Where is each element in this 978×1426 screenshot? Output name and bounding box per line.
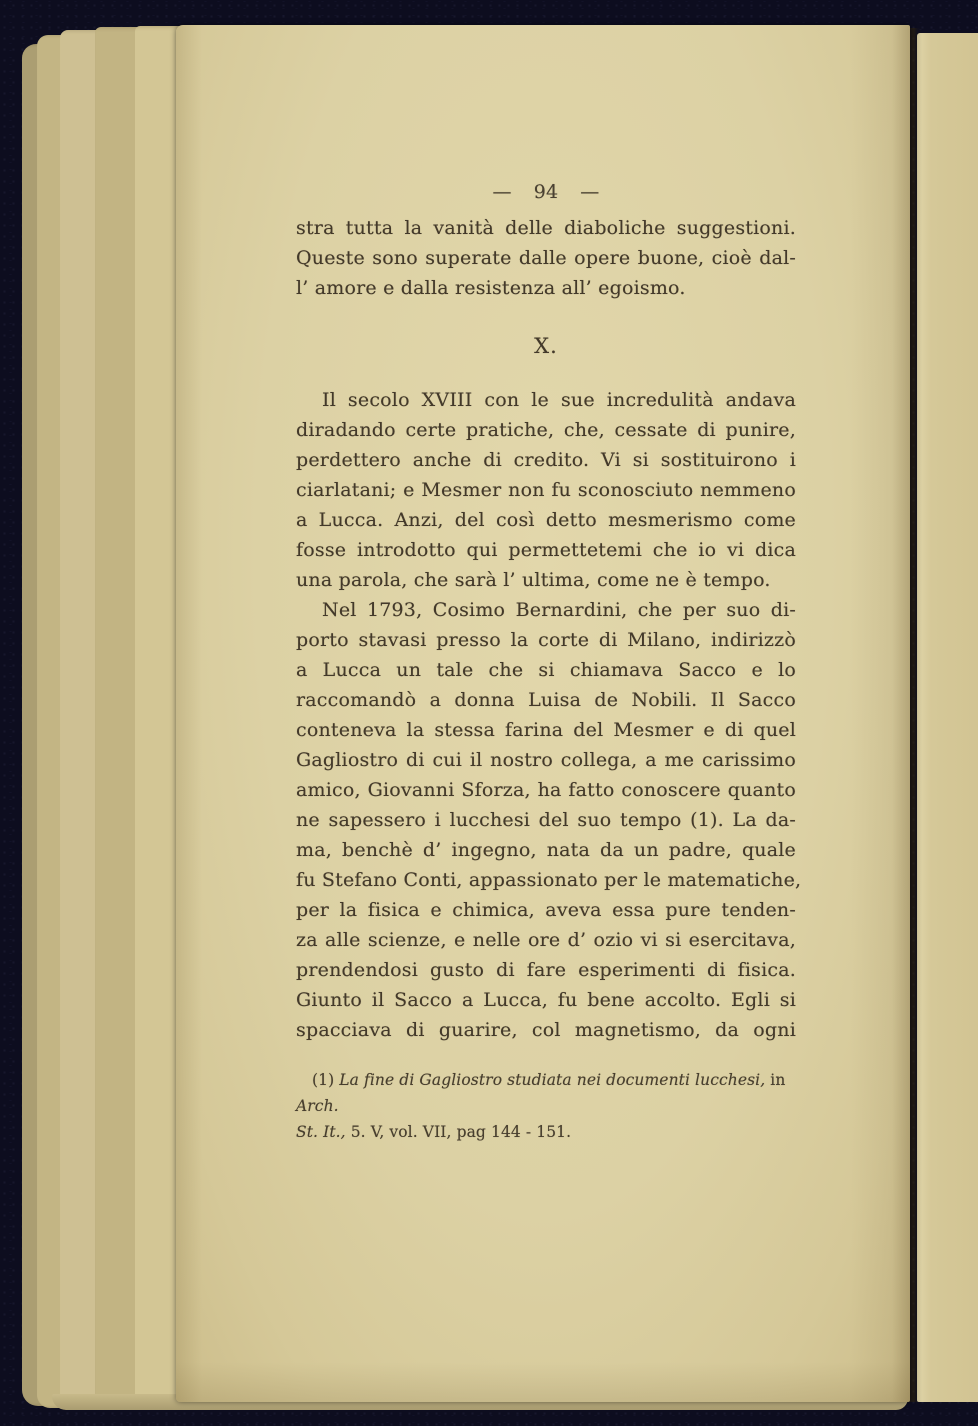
text-line: ne sapessero i lucchesi del suo tempo (1). La da- [296, 809, 796, 831]
page-header [296, 177, 796, 207]
text-line: Il secolo XVIII con le sue incredulità andava [322, 389, 796, 411]
text-line: za alle scienze, e nelle ore d’ ozio vi si esercitava, [296, 929, 796, 951]
text-line: fosse introdotto qui permettetemi che io vi dica [296, 539, 796, 561]
header-dash-right: — [580, 181, 600, 203]
footnote-line [296, 1119, 796, 1145]
paragraph-nel-1793 [296, 595, 802, 1045]
text-line: una parola, che sarà l’ ultima, come ne è tempo. [296, 569, 771, 591]
text-line: Gagliostro di cui il nostro collega, a me carissimo [296, 749, 796, 771]
adjacent-page [917, 33, 978, 1402]
text-line: prendendosi gusto di fare esperimenti di fisica. [296, 959, 796, 981]
text-line: per la fisica e chimica, aveva essa pure tenden- [296, 899, 796, 921]
book-page [176, 25, 910, 1402]
footnote [296, 1067, 796, 1145]
header-dash-left: — [492, 181, 512, 203]
footnote-title: La fine di Gagliostro studiata nei documenti lucchesi, [339, 1071, 766, 1089]
page-number: 94 [533, 181, 559, 203]
page-content [296, 177, 802, 1145]
text-line: porto stavasi presso la corte di Milano, indirizzò [296, 629, 796, 651]
text-line: fu Stefano Conti, appassionato per le matematiche, [296, 869, 802, 891]
text-line: ciarlatani; e Mesmer non fu sconosciuto nemmeno [296, 479, 796, 501]
text-line: amico, Giovanni Sforza, ha fatto conoscere quanto [296, 779, 796, 801]
text-line: ma, benchè d’ ingegno, nata da un padre, quale [296, 839, 796, 861]
text-line: Queste sono superate dalle opere buone, cioè dal- [296, 247, 796, 269]
text-line: Nel 1793, Cosimo Bernardini, che per suo di- [322, 599, 796, 621]
text-line: perdettero anche di credito. Vi si sostituirono i [296, 449, 796, 471]
text-line: raccomandò a donna Luisa de Nobili. Il Sacco [296, 689, 796, 711]
section-heading: X. [534, 334, 558, 358]
text-line: a Lucca un tale che si chiamava Sacco e lo [296, 659, 796, 681]
footnote-marker: (1) [312, 1071, 335, 1089]
paragraph-secolo-xviii [296, 385, 796, 595]
text-line: conteneva la stessa farina del Mesmer e di quel [296, 719, 796, 741]
footnote-line [296, 1067, 796, 1119]
text-line: a Lucca. Anzi, del così detto mesmerismo come [296, 509, 796, 531]
text-line: Giunto il Sacco a Lucca, fu bene accolto. Egli si [296, 989, 796, 1011]
footnote-journal-2: St. It., [296, 1123, 346, 1141]
footnote-connector: in [770, 1071, 786, 1089]
paragraph-opening [296, 213, 796, 303]
footnote-citation: 5. V, vol. VII, pag 144 - 151. [350, 1123, 572, 1141]
text-line: spacciava di guarire, col magnetismo, da ogni [296, 1019, 796, 1041]
text-line: l’ amore e dalla resistenza all’ egoismo. [296, 277, 686, 299]
text-line: diradando certe pratiche, che, cessate di punire, [296, 419, 796, 441]
footnote-journal-1: Arch. [296, 1097, 339, 1115]
text-line: stra tutta la vanità delle diaboliche suggestioni. [296, 217, 796, 239]
